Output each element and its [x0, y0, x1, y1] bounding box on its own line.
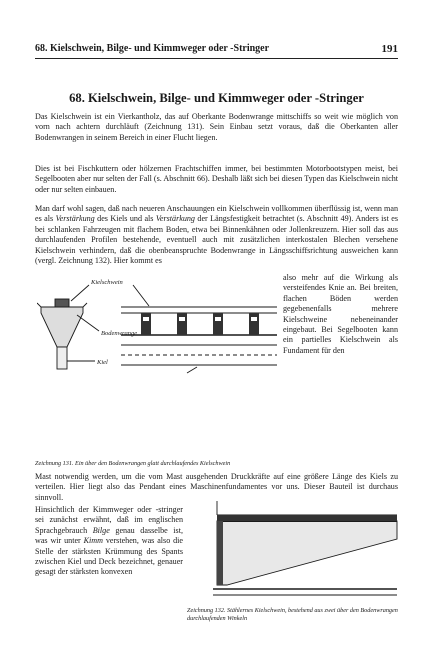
- label-kiel: Kiel: [97, 359, 108, 366]
- paragraph-knee-effect: also mehr auf die Wirkung als versteifendes Knie an. Bei breiten, flachen Böden werden gegebenenfalls mehrere Kielschweine nebeneinander eingebaut. Bei Segelbooten kann ein partielles Kielschwein als Fundament für den: [283, 273, 398, 355]
- paragraph-modern-views: Man darf wohl sagen, daß nach neueren Anschauungen ein Kielschwein vollkommen überflüssig ist, wenn man es als Verstärkung des Kiels und als Verstärkung der Längsfestigkeit betrachtet (s. Abschnitt 49). Anders ist es bei schlanken Fahrzeugen mit flachem Boden, etwa bei Binnenkähnen oder Jollenkreuzern. Hier soll das aus durchlaufenden Profilen bestehende, eventuell auch mit zusätzlichen interkostalen Blechen versehene Kielschwein verhindern, daß die obenbeanspruchte Bodenwrange in Längsschiffsrichtung ausweichen kann (vergl. Zeichnung 132). Hier kommt es: [35, 204, 398, 266]
- running-head-title: 68. Kielschwein, Bilge- und Kimmweger oder -Stringer: [35, 43, 270, 54]
- page-number: 191: [381, 43, 398, 55]
- figure-132-caption: Zeichnung 132. Stählernes Kielschwein, bestehend aus zwei über den Bodenwrangen durchlaufenden Winkeln: [187, 607, 398, 622]
- figure-131-diagram: [37, 275, 279, 385]
- figure-131-caption: Zeichnung 131. Ein über den Bodenwrangen glatt durchlaufendes Kielschwein: [35, 460, 231, 467]
- paragraph-mast-foundation: Mast notwendig werden, um die vom Mast ausgehenden Druckkräfte auf eine größere Länge des Kiels zu verteilen. Hier liegt also das Pendant eines Maschinenfundamentes vor uns. Dieser Bauteil ist durchaus sinnvoll.: [35, 472, 398, 502]
- figure-132-diagram: [187, 495, 399, 605]
- running-head: [35, 40, 398, 59]
- label-bodenwrange: Bodenwrange: [101, 330, 138, 337]
- paragraph-bilge-stringer: Hinsichtlich der Kimmweger oder -stringer sei zunächst erwähnt, daß im englischen Sprachgebrauch Bilge genau dasselbe ist, was wir unter Kimm verstehen, was also die Stelle der stärksten Krümmung des Spants zwischen Kiel und Deck bezeichnet, genauer gesagt der stärksten konvexen: [35, 505, 183, 577]
- label-kielschwein: Kielschwein: [91, 279, 123, 286]
- paragraph-fishing-cutters: Dies ist bei Fischkuttern oder hölzernen Frachtschiffen immer, bei bestimmten Motorbootstypen meist, bei Segelbooten aber nur selten der Fall (s. Abschnitt 66). Deshalb läßt sich bei diesen Typen das Kielschwein nicht oder nur selten einbauen.: [35, 164, 398, 194]
- chapter-title: 68. Kielschwein, Bilge- und Kimmweger oder -Stringer: [69, 91, 364, 105]
- paragraph-intro: Das Kielschwein ist ein Vierkantholz, das auf Oberkante Bodenwrange mittschiffs so weit wie möglich von vorn nach achtern durchläuft (Zeichnung 131). Sein Einbau setzt voraus, daß die Oberkanten aller Bodenwrangen in seinem Bereich in einer Flucht liegen.: [35, 112, 398, 142]
